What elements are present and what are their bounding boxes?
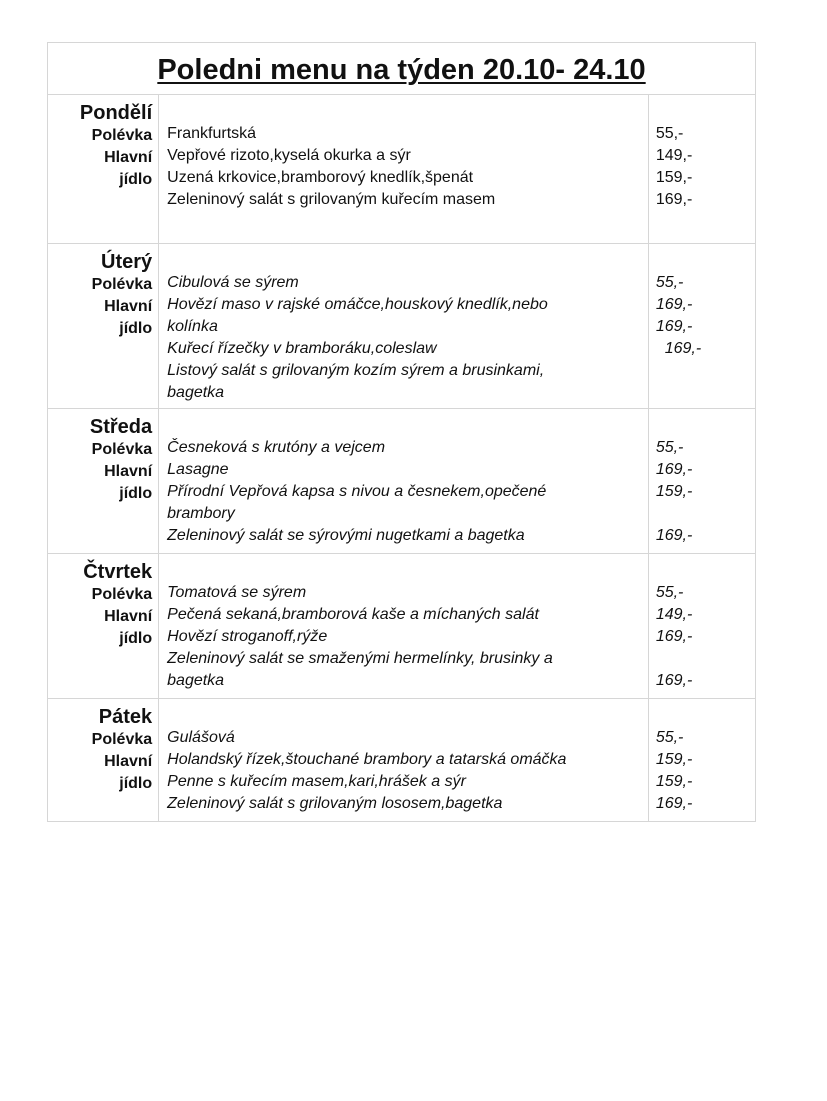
prices-cell xyxy=(648,409,755,554)
price-line: 169,- xyxy=(655,296,693,313)
price-line: 55,- xyxy=(655,584,684,601)
dish-line: Frankfurtská xyxy=(167,125,257,142)
price-line: 149,- xyxy=(655,147,693,164)
day-name: Pondělí xyxy=(79,102,153,124)
day-name: Úterý xyxy=(101,251,153,273)
dishes-cell xyxy=(159,699,649,822)
price-line xyxy=(656,360,755,382)
day-row xyxy=(48,554,756,699)
menu-title: Poledni menu na týden 20.10- 24.10 xyxy=(157,53,646,86)
day-name: Středa xyxy=(89,416,153,438)
dish-line: brambory xyxy=(167,505,235,522)
dish-line: Zeleninový salát s grilovaným lososem,bagetka xyxy=(167,795,503,812)
main-label-line1: Hlavní xyxy=(104,608,153,625)
main-label-line2: jídlo xyxy=(119,485,153,502)
dish-line: Česneková s krutóny a vejcem xyxy=(167,439,386,456)
day-cell xyxy=(48,409,159,554)
price-line: 169,- xyxy=(655,340,702,357)
title-cell xyxy=(48,43,756,95)
prices-cell xyxy=(648,554,755,699)
price-line: 159,- xyxy=(655,169,693,186)
price-line xyxy=(656,382,755,404)
main-label-line2: jídlo xyxy=(119,320,153,337)
day-row xyxy=(48,244,756,409)
dishes-cell xyxy=(159,95,649,244)
price-line: 169,- xyxy=(655,318,693,335)
day-cell xyxy=(48,699,159,822)
price-line: 55,- xyxy=(655,439,684,456)
price-line: 159,- xyxy=(655,773,693,790)
weekly-menu-table xyxy=(47,42,756,822)
dish-line: Přírodní Vepřová kapsa s nivou a česnekem,opečené xyxy=(167,483,547,500)
dish-line: Zeleninový salát se smaženými hermelínky, brusinky a xyxy=(167,650,553,667)
price-line: 169,- xyxy=(655,628,693,645)
dish-line: Uzená krkovice,bramborový knedlík,špenát xyxy=(167,169,474,186)
dish-line: Gulášová xyxy=(167,729,235,746)
price-line: 55,- xyxy=(655,274,684,291)
main-label-line2: jídlo xyxy=(119,171,153,188)
price-line xyxy=(656,648,755,670)
price-line: 169,- xyxy=(655,191,693,208)
dish-line: Holandský řízek,štouchané brambory a tatarská omáčka xyxy=(167,751,567,768)
prices-cell xyxy=(648,699,755,822)
dish-line: Penne s kuřecím masem,kari,hrášek a sýr xyxy=(167,773,466,790)
prices-cell xyxy=(648,95,755,244)
title-row xyxy=(48,43,756,95)
price-line: 159,- xyxy=(655,751,693,768)
day-row xyxy=(48,95,756,244)
main-label-line2: jídlo xyxy=(119,630,153,647)
day-cell xyxy=(48,554,159,699)
price-line: 169,- xyxy=(655,795,693,812)
prices-cell xyxy=(648,244,755,409)
price-line: 55,- xyxy=(655,729,684,746)
dish-line: Vepřové rizoto,kyselá okurka a sýr xyxy=(167,147,411,164)
dish-line: Hovězí maso v rajské omáčce,houskový knedlík,nebo xyxy=(167,296,548,313)
dish-line: Tomatová se sýrem xyxy=(167,584,307,601)
price-line: 149,- xyxy=(655,606,693,623)
main-label-line1: Hlavní xyxy=(104,298,153,315)
dishes-cell xyxy=(159,244,649,409)
dish-line: Zeleninový salát se sýrovými nugetkami a bagetka xyxy=(167,527,525,544)
dish-line: Pečená sekaná,bramborová kaše a míchaných salát xyxy=(167,606,539,623)
dishes-cell xyxy=(159,554,649,699)
dish-line: bagetka xyxy=(167,384,225,401)
dish-line: Hovězí stroganoff,rýže xyxy=(167,628,328,645)
price-line: 169,- xyxy=(655,527,693,544)
soup-label: Polévka xyxy=(91,731,153,748)
dish-line: Lasagne xyxy=(167,461,229,478)
day-row xyxy=(48,409,756,554)
price-line: 55,- xyxy=(655,125,684,142)
main-label-line1: Hlavní xyxy=(104,149,153,166)
day-name: Pátek xyxy=(98,706,153,728)
main-label-line2: jídlo xyxy=(119,775,153,792)
price-line: 159,- xyxy=(655,483,693,500)
price-line: 169,- xyxy=(655,672,693,689)
soup-label: Polévka xyxy=(91,586,153,603)
dish-line: Zeleninový salát s grilovaným kuřecím masem xyxy=(167,191,496,208)
soup-label: Polévka xyxy=(91,127,153,144)
dishes-cell xyxy=(159,409,649,554)
dish-line: Kuřecí řízečky v bramboráku,coleslaw xyxy=(167,340,437,357)
soup-label: Polévka xyxy=(91,441,153,458)
dish-line: kolínka xyxy=(167,318,218,335)
price-line xyxy=(656,503,755,525)
dish-line: Cibulová se sýrem xyxy=(167,274,299,291)
price-line: 169,- xyxy=(655,461,693,478)
day-cell xyxy=(48,244,159,409)
main-label-line1: Hlavní xyxy=(104,753,153,770)
day-cell xyxy=(48,95,159,244)
day-name: Čtvrtek xyxy=(83,561,153,583)
soup-label: Polévka xyxy=(91,276,153,293)
dish-line: Listový salát s grilovaným kozím sýrem a brusinkami, xyxy=(167,362,545,379)
day-row xyxy=(48,699,756,822)
dish-line: bagetka xyxy=(167,672,225,689)
main-label-line1: Hlavní xyxy=(104,463,153,480)
